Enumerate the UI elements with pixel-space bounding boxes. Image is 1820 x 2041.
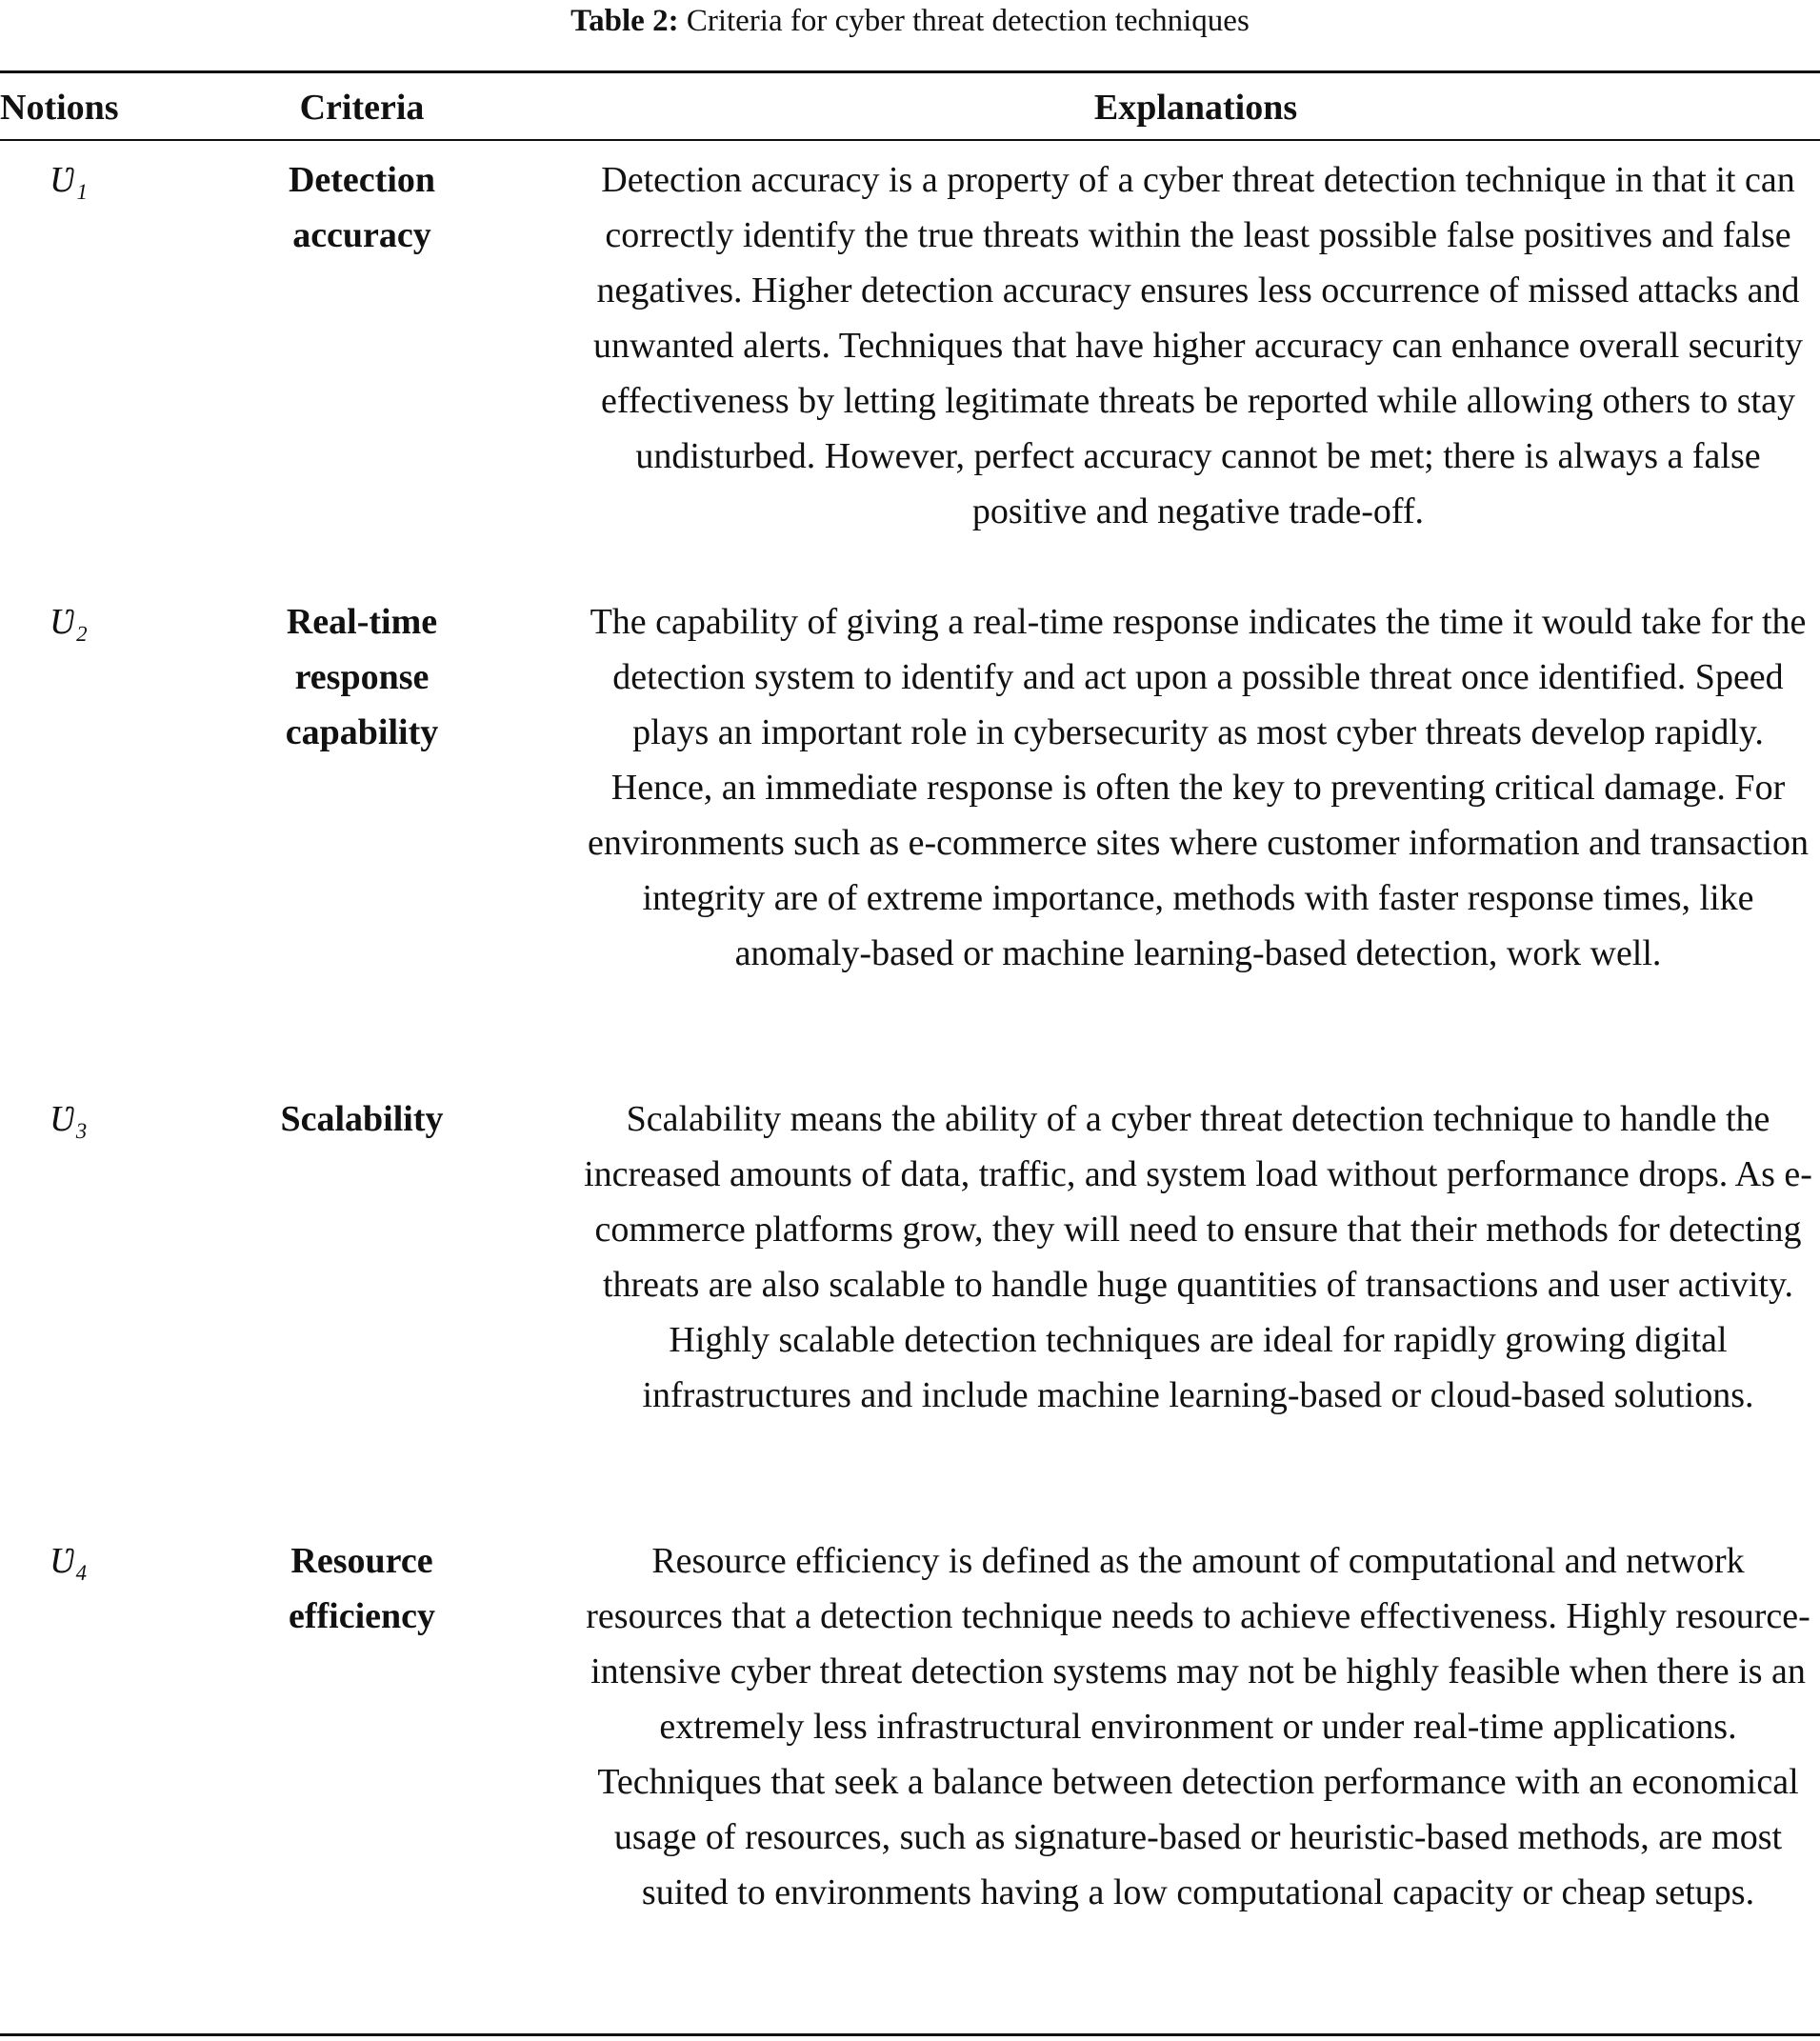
criterion-cell: Detection accuracy (288, 160, 436, 255)
notion-cell: Ʋ₄ (50, 1541, 90, 1581)
explanation-cell: Scalability means the ability of a cyber threat detection technique to handle the increased amounts of data, traffic, and system load without performance drops. As e-commerce platforms grow, they will need to ensure that their methods for detecting threats are also scalable to handle huge quantities of transactions and user activity. Highly scalable detection techniques are ideal for rapidly growing digital infrastructures and include machine learning-based or cloud-based solutions. (584, 1099, 1812, 1415)
header-explanations: Explanations (1093, 88, 1298, 128)
criterion-cell: Scalability (280, 1099, 444, 1139)
explanation-cell: Resource efficiency is defined as the amount of computational and network resources that a detection technique needs to achieve effectiveness. Highly resource-intensive cyber threat detection systems may not be highly feasible when there is an extremely less infrastructural environment or under real-time applications. Techniques that seek a balance between detection performance with an economical usage of resources, such as signature-based or heuristic-based methods, are most suited to environments having a low computational capacity or cheap setups. (586, 1541, 1810, 1912)
explanation-cell: The capability of giving a real-time response indicates the time it would take for the detection system to identify and act upon a possible threat once identified. Speed plays an important role in cybersecurity as most cyber threats develop rapidly. Hence, an immediate response is often the key to preventing critical damage. For environments such as e-commerce sites where customer information and transaction integrity are of extreme importance, methods with faster response times, like anomaly-based or machine learning-based detection, work well. (587, 602, 1810, 973)
table-bottom-rule (0, 2033, 1820, 2036)
caption-text: Criteria for cyber threat detection techniques (686, 4, 1250, 38)
explanation-cell: Detection accuracy is a property of a cyber threat detection technique in that it can correctly identify the true threats within the least possible false positives and false negatives. Higher detection accuracy ensures less occurrence of missed attacks and unwanted alerts. Techniques that have higher accuracy can enhance overall security effectiveness by letting legitimate threats be reported while allowing others to stay undisturbed. However, perfect accuracy cannot be met; there is always a false positive and negative trade-off. (592, 160, 1804, 531)
table-top-rule (0, 70, 1820, 73)
criterion-cell: Resource efficiency (288, 1541, 436, 1636)
table-header-rule (0, 139, 1820, 141)
table-caption (0, 0, 1820, 42)
caption-label: Table 2: (570, 4, 679, 38)
notion-cell: Ʋ₃ (50, 1099, 90, 1139)
header-criteria: Criteria (299, 88, 425, 128)
header-notions: Notions (0, 88, 119, 128)
criterion-cell: Real-time response capability (285, 602, 439, 752)
notion-cell: Ʋ₁ (50, 160, 90, 200)
notion-cell: Ʋ₂ (50, 602, 90, 642)
